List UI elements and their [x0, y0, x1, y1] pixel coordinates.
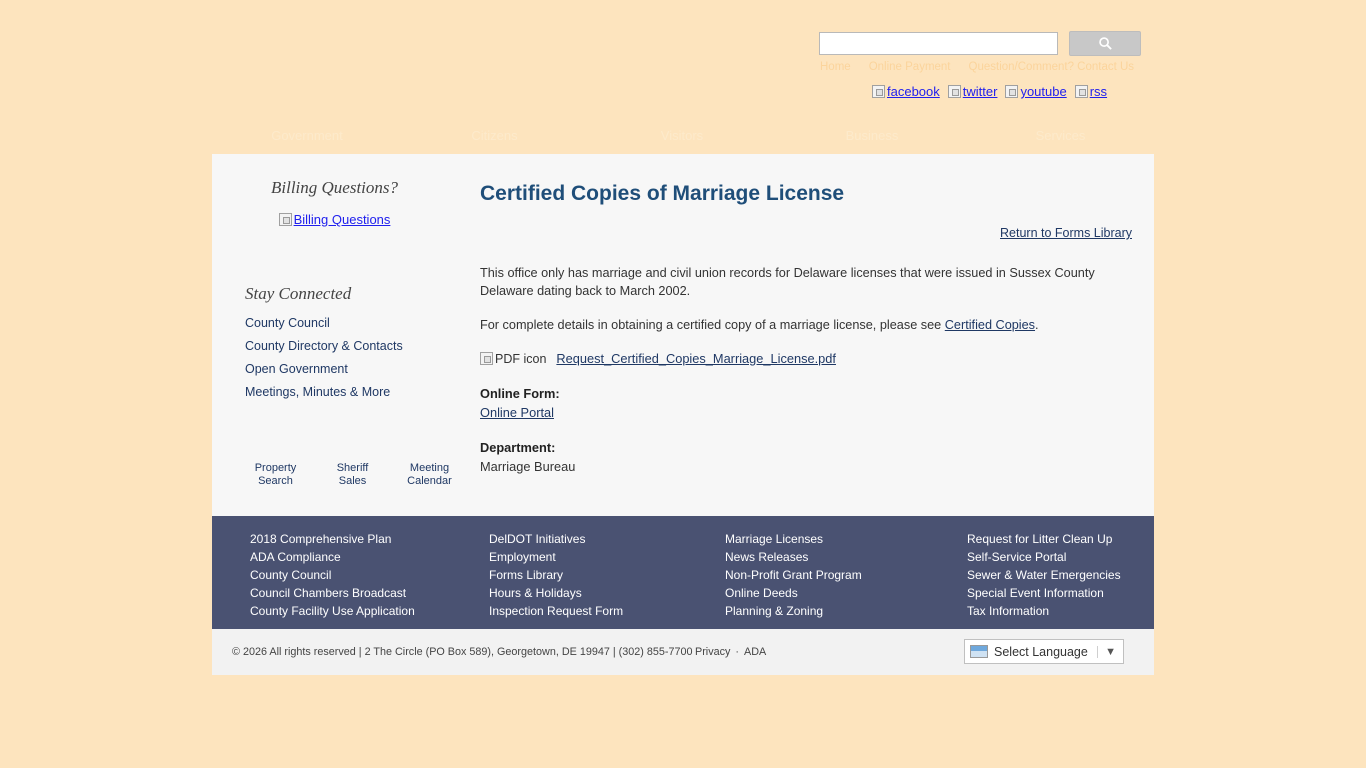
twitter-label: twitter [962, 84, 998, 99]
billing-questions-image-link[interactable] [212, 212, 457, 227]
nav-item-services[interactable]: Services [1035, 128, 1086, 143]
main-nav [212, 128, 1154, 152]
list-item [245, 314, 457, 332]
language-selector[interactable] [964, 639, 1124, 664]
return-to-forms-library-link[interactable]: Return to Forms Library [1000, 226, 1132, 240]
nav-item-government[interactable]: Government [271, 128, 343, 143]
return-to-forms-library [480, 226, 1132, 240]
details-paragraph-prefix: For complete details in obtaining a certified copy of a marriage license, please see [480, 318, 945, 333]
stay-connected-list [212, 314, 457, 401]
youtube-link[interactable] [1005, 84, 1066, 99]
footer-link-news-releases[interactable]: News Releases [725, 550, 809, 564]
footer-link-hours-holidays[interactable]: Hours & Holidays [489, 586, 582, 600]
footer-link-tax-information[interactable]: Tax Information [967, 604, 1050, 618]
footer-link-special-event-information[interactable]: Special Event Information [967, 586, 1104, 600]
footer-link-sewer-water-emergencies[interactable]: Sewer & Water Emergencies [967, 568, 1121, 582]
list-item [245, 383, 457, 401]
broken-image-icon [948, 85, 961, 98]
department-value: Marriage Bureau [480, 459, 576, 475]
quicklink-sheriff-sales-line2: Sales [338, 474, 367, 487]
quicklink-meeting-calendar[interactable] [402, 462, 457, 488]
sidebar-item-county-council[interactable]: County Council [245, 316, 330, 330]
quicklink-meeting-calendar-line2: Calendar [407, 474, 452, 487]
stay-connected-heading: Stay Connected [245, 284, 352, 303]
quicklink-property-search-line1: Property [254, 462, 297, 474]
sidebar-item-county-directory-contacts[interactable]: County Directory & Contacts [245, 339, 403, 353]
twitter-link[interactable] [948, 84, 998, 99]
department-label: Department: [480, 440, 556, 456]
nav-item-citizens[interactable]: Citizens [471, 128, 518, 143]
details-paragraph [480, 316, 1135, 334]
language-selector-label: Select Language [994, 644, 1088, 659]
utility-link-home[interactable]: Home [820, 61, 851, 73]
pdf-file-link[interactable]: Request_Certified_Copies_Marriage_License.pdf [556, 351, 836, 367]
nav-item-business[interactable]: Business [845, 128, 899, 143]
online-portal-link[interactable]: Online Portal [480, 405, 554, 421]
legal-links [695, 646, 766, 658]
broken-image-icon [1005, 85, 1018, 98]
youtube-label: youtube [1020, 84, 1067, 99]
footer-link-online-deeds[interactable]: Online Deeds [725, 586, 798, 600]
quicklink-sheriff-sales[interactable] [325, 462, 380, 488]
footer-link-2018-comprehensive-plan[interactable]: 2018 Comprehensive Plan [250, 532, 392, 546]
footer-link-planning-zoning[interactable]: Planning & Zoning [725, 604, 824, 618]
quicklink-property-search[interactable] [248, 462, 303, 488]
content-shell [212, 154, 1154, 516]
quicklink-meeting-calendar-line1: Meeting [409, 462, 450, 474]
footer-link-self-service-portal[interactable]: Self-Service Portal [967, 550, 1067, 564]
online-form-value [480, 405, 1132, 420]
rss-label: rss [1089, 84, 1108, 99]
online-form-label: Online Form: [480, 386, 560, 402]
list-item [245, 337, 457, 355]
footer-link-inspection-request-form[interactable]: Inspection Request Form [489, 604, 624, 618]
social-links [872, 84, 1115, 99]
search-input[interactable] [820, 33, 1057, 54]
footer-link-ada-compliance[interactable]: ADA Compliance [250, 550, 341, 564]
footer-link-request-for-litter-clean-up[interactable]: Request for Litter Clean Up [967, 532, 1113, 546]
globe-icon [970, 645, 988, 658]
footer-link-deldot-initiatives[interactable]: DelDOT Initiatives [489, 532, 586, 546]
facebook-link[interactable] [872, 84, 940, 99]
sidebar-item-open-government[interactable]: Open Government [245, 362, 348, 376]
search-button[interactable] [1069, 31, 1141, 56]
quicklink-property-search-line2: Search [258, 474, 293, 487]
rss-link[interactable] [1075, 84, 1107, 99]
footer-column-2 [489, 530, 623, 620]
footer-link-county-council[interactable]: County Council [250, 568, 332, 582]
sidebar [212, 154, 457, 516]
broken-image-icon [279, 213, 292, 226]
footer-link-forms-library[interactable]: Forms Library [489, 568, 564, 582]
search-icon [1098, 36, 1113, 51]
details-paragraph-suffix: . [1035, 318, 1039, 333]
utility-link-online-payment[interactable]: Online Payment [868, 61, 951, 73]
search-field-wrapper[interactable] [819, 32, 1058, 55]
billing-questions-heading: Billing Questions? [270, 178, 399, 197]
footer-column-3 [725, 530, 862, 620]
chevron-down-icon: ▼ [1097, 646, 1116, 658]
broken-image-icon [872, 85, 885, 98]
utility-nav [820, 61, 1140, 73]
copyright-text: © 2026 All rights reserved | 2 The Circle (PO Box 589), Georgetown, DE 19947 | (302) 855-7700 [232, 646, 693, 658]
footer-links-bar [212, 516, 1154, 629]
facebook-label: facebook [887, 84, 940, 99]
footer-link-county-facility-use-application[interactable]: County Facility Use Application [250, 604, 415, 618]
ada-link[interactable]: ADA [744, 646, 767, 658]
privacy-link[interactable]: Privacy [695, 646, 731, 658]
footer-column-1 [250, 530, 415, 620]
certified-copies-link[interactable]: Certified Copies [944, 318, 1036, 333]
sidebar-item-meetings-minutes-more[interactable]: Meetings, Minutes & More [245, 385, 391, 399]
footer-link-council-chambers-broadcast[interactable]: Council Chambers Broadcast [250, 586, 407, 600]
pdf-download-row [480, 351, 1132, 366]
intro-paragraph: This office only has marriage and civil union records for Delaware licenses that were issued in Sussex County Delaware dating back to March 2002. [480, 266, 1095, 299]
list-item [245, 360, 457, 378]
footer-link-non-profit-grant-program[interactable]: Non-Profit Grant Program [725, 568, 862, 582]
broken-image-icon [1075, 85, 1088, 98]
broken-image-icon [480, 352, 493, 365]
quicklink-sheriff-sales-line1: Sheriff [336, 462, 369, 474]
billing-questions-alt-text: Billing Questions [293, 212, 391, 227]
bottom-bar [212, 629, 1154, 675]
quick-links [232, 462, 457, 488]
page-title: Certified Copies of Marriage License [480, 182, 845, 205]
footer-link-employment[interactable]: Employment [489, 550, 556, 564]
pdf-icon [480, 352, 546, 366]
pdf-icon-alt-text: PDF icon [495, 351, 547, 366]
utility-link-contact-us[interactable]: Question/Comment? Contact Us [968, 61, 1135, 73]
footer-link-marriage-licenses[interactable]: Marriage Licenses [725, 532, 824, 546]
separator-dot: · [735, 646, 740, 658]
nav-item-visitors[interactable]: Visitors [660, 128, 704, 143]
footer-column-4 [967, 530, 1121, 620]
main-content [457, 154, 1154, 516]
